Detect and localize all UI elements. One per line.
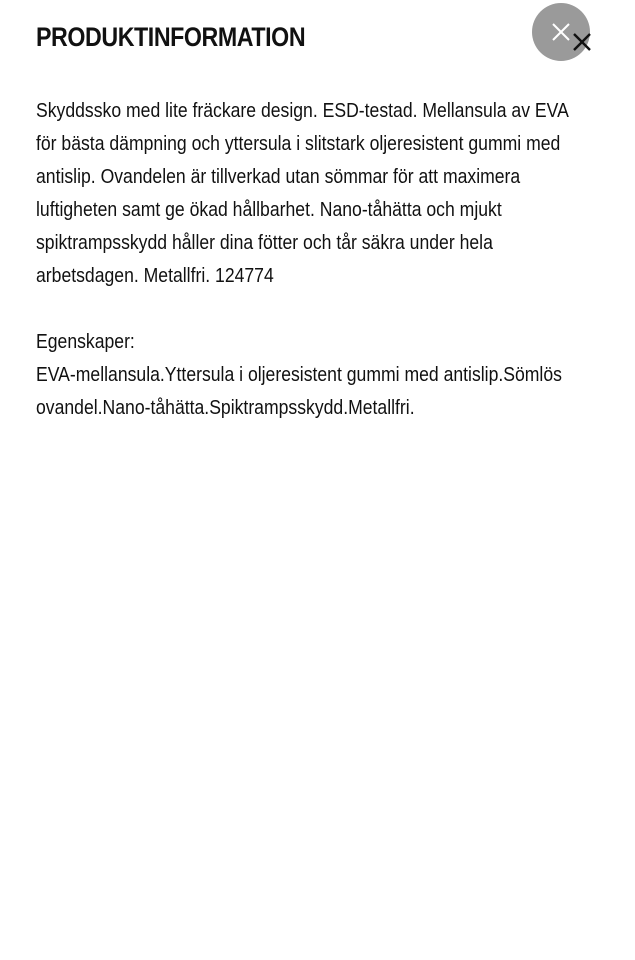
- description-line: antislip. Ovandelen är tillverkad utan sömmar för att maximera: [36, 166, 521, 188]
- description-line: Skyddssko med lite fräckare design. ESD-testad. Mellansula av EVA: [36, 100, 569, 122]
- properties-line: ovandel.Nano-tåhätta.Spiktrampsskydd.Metallfri.: [36, 397, 415, 419]
- properties-heading: Egenskaper:: [36, 331, 135, 353]
- product-description: [36, 95, 569, 425]
- close-icon: [572, 32, 592, 52]
- modal-title: PRODUKTINFORMATION: [36, 22, 306, 52]
- description-line: för bästa dämpning och yttersula i slitstark oljeresistent gummi med: [36, 133, 561, 155]
- close-icon: [551, 22, 571, 42]
- description-line: spiktrampsskydd håller dina fötter och tår säkra under hela: [36, 232, 493, 254]
- properties-line: EVA-mellansula.Yttersula i oljeresistent gummi med antislip.Sömlös: [36, 364, 562, 386]
- description-line: luftigheten samt ge ökad hållbarhet. Nano-tåhätta och mjukt: [36, 199, 502, 221]
- close-button[interactable]: [532, 3, 590, 61]
- description-line: arbetsdagen. Metallfri. 124774: [36, 265, 274, 287]
